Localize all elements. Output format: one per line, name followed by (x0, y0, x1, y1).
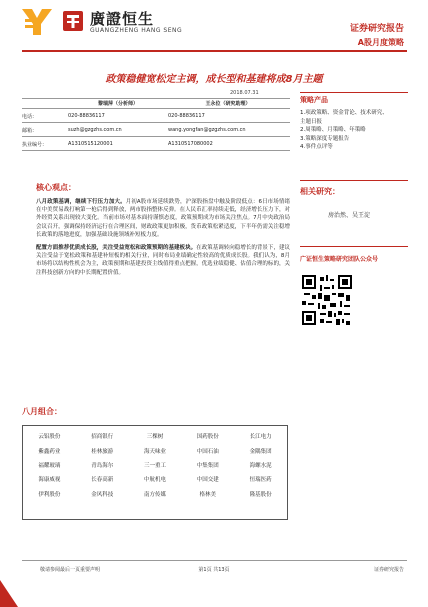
paragraph-lead: 配置方面推荐优质成长股，关注受益宽松和政策预期的基建板块。 (36, 245, 197, 252)
sidebar-divider (300, 180, 408, 181)
qr-title: 广证恒生策略研究团队公众号 (300, 256, 379, 263)
table-row (23, 472, 287, 486)
analyst-2-phone: 020-88836117 (168, 113, 205, 119)
related-analysts: 房治然、吴王淀 (328, 212, 371, 219)
stock-name: 云铝股份 (38, 434, 61, 441)
stock-name: 福耀玻璃 (38, 462, 61, 469)
sidebar-item: 3.策略深度专题报告 (300, 135, 350, 142)
brand-name-en: GUANGZHENG HANG SENG (90, 27, 183, 34)
stock-name: 中航机电 (143, 477, 166, 484)
stock-name: 三一重工 (143, 462, 166, 469)
stock-name: 南方传媒 (143, 491, 166, 498)
stock-name: 伊利股份 (38, 491, 61, 498)
analyst-1-license: A1310515120001 (68, 141, 113, 147)
sidebar-divider (300, 92, 408, 93)
brand-logo-icon (22, 9, 52, 35)
header-divider (22, 50, 407, 52)
table-rule (22, 150, 290, 151)
stock-name: 青岛海尔 (91, 462, 114, 469)
stock-name: 长春高新 (91, 477, 114, 484)
stock-name: 桂林旅游 (91, 448, 114, 455)
stock-name: 海康威视 (38, 477, 61, 484)
row-label: 电话： (22, 113, 38, 120)
stock-name: 中国交建 (196, 477, 219, 484)
analyst-1-name: 黎瑞萍（分析师） (97, 100, 138, 107)
paragraph (36, 198, 290, 239)
paragraph-lead: 八月政策基调，继续下行压力加大。 (36, 199, 126, 205)
sidebar-divider (300, 246, 408, 247)
stock-name: 海天味业 (143, 448, 166, 455)
brand-name: 廣證恒生 (90, 10, 155, 28)
core-views-title: 核心观点： (36, 183, 76, 192)
report-type: 证券研究报告 (349, 24, 404, 34)
stock-name: 金隅集团 (249, 448, 272, 455)
footer-disclaimer: 敬请参阅最后一页重要声明 (40, 567, 101, 573)
stock-name: 紫鑫药业 (38, 448, 61, 455)
analyst-1-email[interactable]: suzh@gzgzhs.com.cn (68, 127, 122, 133)
sidebar-item: 1.项政策略、资金背论、技术研究、 (300, 110, 388, 116)
analyst-2-email[interactable]: wang.yongfan@gzgzhs.com.cn (168, 127, 246, 133)
related-research-title: 相关研究： (300, 187, 340, 196)
report-title: 政策稳健宽松定主调，成长型和基建将成8月主题 (105, 74, 323, 85)
stock-name: 长江电力 (249, 434, 272, 441)
table-rule (22, 136, 290, 137)
stock-name: 招商银行 (91, 434, 114, 441)
report-header (0, 0, 428, 58)
analyst-2-name: 王永位（研究助理） (205, 100, 251, 107)
table-row (23, 487, 287, 501)
page-number: 第1页 共13页 (198, 567, 230, 573)
paragraph (36, 244, 290, 277)
row-label: 邮箱： (22, 127, 38, 134)
report-date: 2018.07.31 (230, 90, 259, 96)
qr-code-icon[interactable] (302, 275, 352, 325)
report-subtype: A股月度策略 (357, 38, 404, 47)
table-row (23, 429, 287, 443)
stock-name: 国药股份 (196, 434, 219, 441)
stock-name: 海螺水泥 (249, 462, 272, 469)
paragraph-text: 在政策基调转向稳增长的背景下，建议关注受益于宽松政策和基建补短板的相关行业，同时布局业绩确定性较高的优质成长股。我们认为，8月市场将以结构性机会为主，政策预期和基建投资主线值得重点把握，优选业绩稳健、估值合理的标的，关注科技创新方向的中长期配置价值。 (36, 245, 290, 276)
footer-divider (22, 560, 407, 561)
sidebar-item: 主题日报 (300, 118, 323, 125)
portfolio-table (22, 425, 288, 520)
analyst-names-row (22, 99, 290, 107)
table-row (23, 443, 287, 457)
stock-name: 恒瑞医药 (249, 477, 272, 484)
analyst-1-phone: 020-88836117 (68, 113, 105, 119)
stock-name: 隆基股份 (249, 491, 272, 498)
footer-report-type: 证券研究报告 (373, 567, 404, 573)
stock-name: 中国石油 (196, 448, 219, 455)
stock-name: 金风科技 (91, 491, 114, 498)
row-label: 执业编号： (22, 141, 48, 148)
sidebar-item: 4.事件点评等 (300, 144, 333, 151)
table-rule (22, 122, 290, 123)
stock-name: 格林美 (199, 491, 217, 498)
table-row (23, 458, 287, 472)
core-views-body (36, 198, 290, 282)
sidebar-title: 策略产品 (300, 96, 328, 104)
stock-name: 三棵树 (146, 434, 164, 441)
sidebar-item: 2.周策略、月策略、年策略 (300, 127, 366, 134)
analyst-email-row (22, 126, 290, 134)
paragraph-text: 月初A股市场延续跌势，沪深股指盘中触及阶段低点：6日市场情绪在中美贸易战打响第一枪后得到释放，两市股指整体反弹。在人民币汇率持续走低，经济增长压力下，对外经贸关系出现较大变化。当前市场对基本面持谨慎态度，政策预期成为市场关注焦点。7月中央政治局会议召开，强调保持经济运行在合理区间，财政政策更加积极，货币政策松紧适度，下半年仍需关注稳增长政策的落地进度，加强基础设施领域补短板力度。 (36, 199, 290, 238)
analyst-phone-row (22, 112, 290, 120)
table-rule (22, 108, 290, 109)
analyst-license-row (22, 140, 290, 148)
sidebar-products (300, 95, 408, 152)
portfolio-title: 八月组合： (22, 407, 62, 416)
seal-icon (62, 10, 84, 32)
analyst-2-license: A1310517080002 (168, 141, 213, 147)
stock-name: 中集集团 (196, 462, 219, 469)
